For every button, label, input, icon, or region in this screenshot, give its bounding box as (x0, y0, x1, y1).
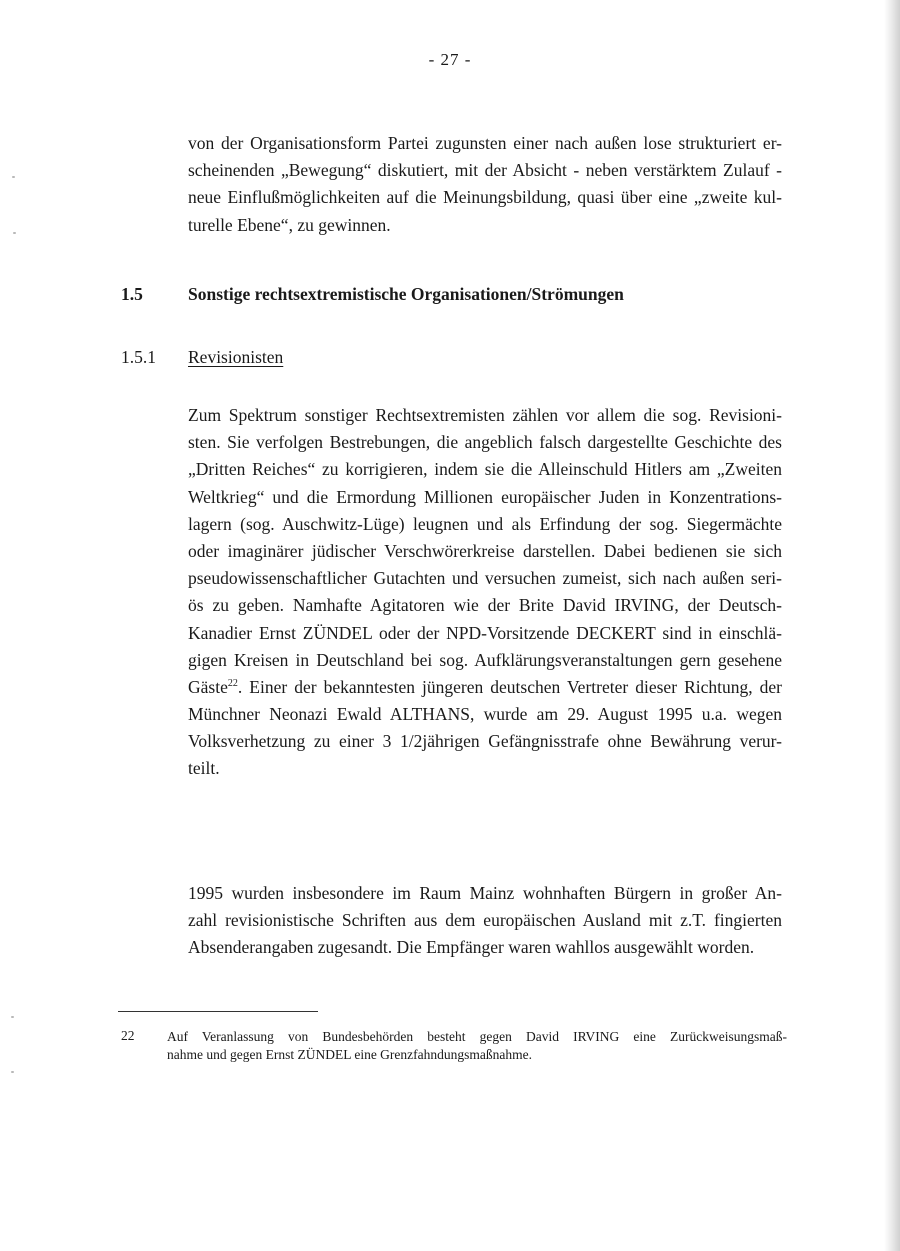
text-line: gigen Kreisen in Deutschland bei sog. Aufklärungsveranstaltungen gern gesehene (188, 649, 782, 670)
text-line: von der Organisationsform Partei zugunsten einer nach außen lose strukturiert er- (188, 133, 782, 153)
page-number: - 27 - (428, 50, 472, 69)
footnote-line: Auf Veranlassung von Bundesbehörden besteht gegen David IRVING eine Zurückweisungsmaß- (167, 1029, 787, 1044)
text-line: pseudowissenschaftlicher Gutachten und versuchen zumeist, sich nach außen seri- (188, 568, 782, 589)
footnote-line: nahme und gegen Ernst ZÜNDEL eine Grenzfahndungsmaßnahme. (167, 1047, 533, 1062)
subsection-number: 1.5.1 (121, 347, 156, 367)
text-line: teilt. (188, 758, 220, 779)
section-number: 1.5 (121, 284, 143, 304)
subsection-title: Revisionisten (188, 347, 284, 367)
footnote-text (167, 1028, 787, 1064)
text-line: lagern (sog. Auschwitz-Lüge) leugnen und als Erfindung der sog. Siegermächte (188, 513, 782, 534)
text-line: Weltkrieg“ und die Ermordung Millionen europäischer Juden in Konzentrations- (188, 486, 782, 507)
text-line: zahl revisionistische Schriften aus dem europäischen Ausland mit z.T. fingierten (188, 910, 782, 931)
intro-paragraph (188, 130, 782, 239)
text-line (188, 674, 782, 701)
footnote-reference: 22 (227, 678, 238, 690)
scan-speck (13, 232, 16, 234)
text-line: „Dritten Reiches“ zu korrigieren, indem sie die Alleinschuld Hitlers am „Zweiten (188, 459, 782, 480)
scan-speck (12, 176, 15, 178)
text-line: 1995 wurden insbesondere im Raum Mainz wohnhaften Bürgern in großer An- (188, 883, 782, 903)
text-line: Volksverhetzung zu einer 3 1/2jährigen Gefängnisstrafe ohne Bewährung verur- (188, 731, 782, 752)
text-line: Zum Spektrum sonstiger Rechtsextremisten zählen vor allem die sog. Revisioni- (188, 405, 782, 425)
gaeste-word: Gäste (188, 676, 228, 697)
text-line: Absenderangaben zugesandt. Die Empfänger waren wahllos ausgewählt worden. (188, 937, 755, 958)
text-line: scheinenden „Bewegung“ diskutiert, mit der Absicht - neben verstärktem Zulauf - (188, 160, 782, 181)
footnote-divider (118, 1011, 318, 1012)
text-line: Kanadier Ernst ZÜNDEL oder der NPD-Vorsitzende DECKERT sind in einschlä- (188, 622, 782, 643)
scanned-page-edge (884, 0, 900, 1251)
text-line: turelle Ebene“, zu gewinnen. (188, 214, 391, 235)
revisionists-paragraph (188, 402, 782, 783)
text-line: Münchner Neonazi Ewald ALTHANS, wurde am 29. August 1995 u.a. wegen (188, 704, 782, 725)
scan-speck (11, 1071, 14, 1073)
mainz-paragraph (188, 880, 782, 962)
footnote-number: 22 (121, 1028, 135, 1043)
text-line: ös zu geben. Namhafte Agitatoren wie der Brite David IRVING, der Deutsch- (188, 595, 782, 616)
section-title: Sonstige rechtsextremistische Organisationen/Strömungen (188, 284, 624, 304)
text-line: sten. Sie verfolgen Bestrebungen, die angeblich falsch dargestellte Geschichte des (188, 432, 782, 453)
text-fragment: . Einer der bekanntesten jüngeren deutschen Vertreter dieser Richtung, der (237, 676, 782, 697)
scan-speck (11, 1016, 14, 1018)
text-line: oder imaginärer jüdischer Verschwörerkreise darstellen. Dabei bedienen sie sich (188, 540, 782, 561)
text-line: neue Einflußmöglichkeiten auf die Meinungsbildung, quasi über eine „zweite kul- (188, 187, 782, 208)
